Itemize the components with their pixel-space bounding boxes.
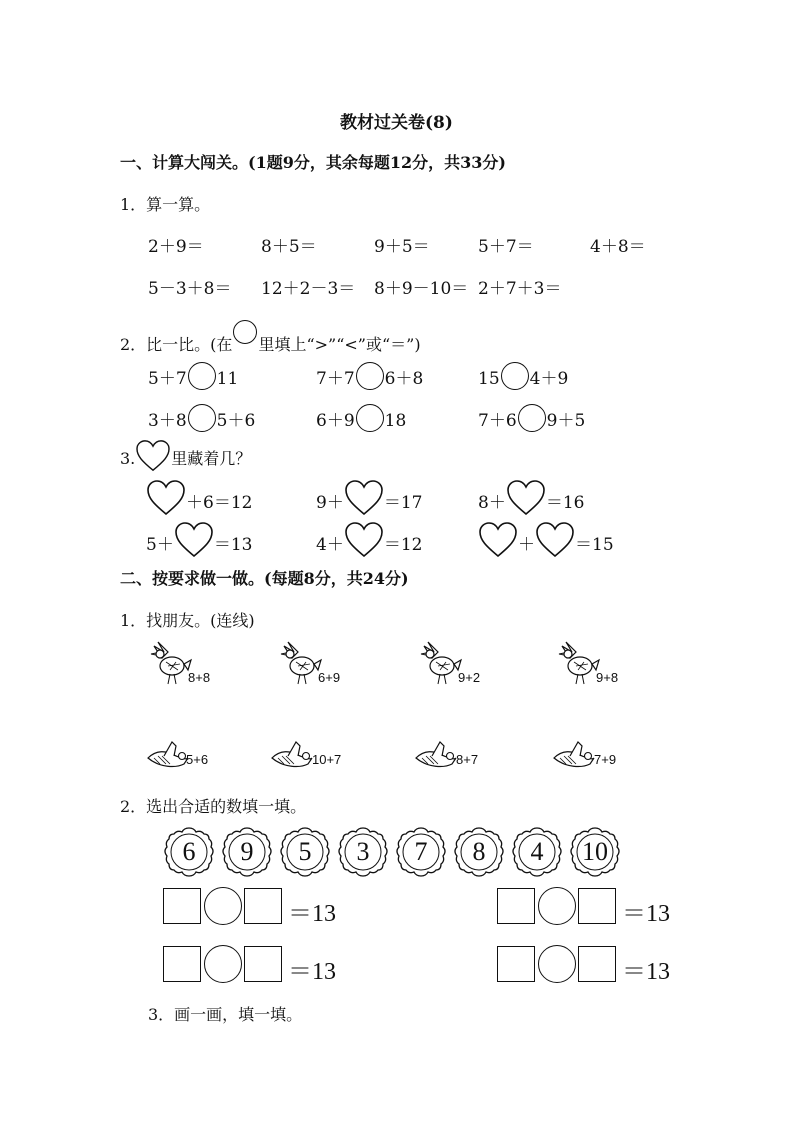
heart-equation [316,522,422,558]
heart-equation [146,480,252,516]
equation-result: ＝13 [622,901,670,927]
bird-card[interactable] [270,738,342,776]
answer-box[interactable] [163,888,201,924]
equation-rest: ＝13 [213,535,253,555]
heart-equation [146,522,252,558]
compare-item [316,362,423,390]
bird-card[interactable] [418,640,481,692]
calc-item: 8＋5＝ [261,237,317,257]
flying-bird-icon [146,738,190,772]
heart-equation [316,480,422,516]
calc-item: 4＋8＝ [590,237,646,257]
equation-rest: ＝17 [383,493,423,513]
heart-icon[interactable] [344,480,384,516]
flower-number: 7 [414,837,428,866]
compare-right: 6＋8 [384,369,424,389]
bird-label: 6+9 [318,670,341,685]
equation-rest: ＝15 [575,535,614,555]
bird-icon [148,640,192,688]
bird-card[interactable] [148,640,211,692]
answer-circle[interactable] [518,404,546,432]
equation-result: ＝13 [288,901,336,927]
bird-label: 8+7 [456,752,479,767]
bird-label: 9+8 [596,670,619,685]
answer-circle[interactable] [188,404,216,432]
compare-item [478,362,568,390]
s2-q2-label: 2．选出合适的数填一填。 [120,797,307,816]
flower-number: 5 [298,837,312,866]
number-flower[interactable] [395,826,447,878]
answer-box[interactable] [497,888,535,924]
compare-left: 7＋6 [478,411,517,431]
s2-q1-label: 1．找朋友。(连线) [120,611,255,630]
calc-item: 12＋2－3＝ [261,279,356,299]
answer-circle[interactable] [188,362,216,390]
heart-icon[interactable] [146,480,186,516]
calc-item: 5－3＋8＝ [148,279,232,299]
answer-box[interactable] [578,888,616,924]
compare-left: 6＋9 [316,411,355,431]
number-flower[interactable] [337,826,389,878]
heart-icon[interactable] [535,522,575,558]
flying-bird-icon [414,738,458,772]
flower-number: 4 [530,837,544,866]
flower-number: 9 [240,837,254,866]
answer-box[interactable] [163,946,201,982]
number-flower[interactable] [453,826,505,878]
flower-number: 6 [182,837,196,866]
q2-label [120,320,421,355]
number-flower[interactable] [569,826,621,878]
equation-start: 8＋ [478,493,506,513]
bird-icon [556,640,600,688]
bird-label: 7+9 [594,752,617,767]
number-flower[interactable] [279,826,331,878]
page-title: 教材过关卷(8) [340,113,453,133]
heart-icon[interactable] [344,522,384,558]
answer-circle[interactable] [538,887,576,925]
heart-equation [478,480,584,516]
calc-item: 2＋9＝ [148,237,204,257]
answer-circle[interactable] [356,404,384,432]
compare-left: 7＋7 [316,369,355,389]
number-flower[interactable] [163,826,215,878]
q2-label-before: 2．比一比。(在 [120,335,233,354]
q3-number: 3. [120,449,136,468]
bird-label: 10+7 [312,752,342,767]
equation-start: 5＋ [146,535,174,555]
answer-circle[interactable] [501,362,529,390]
q2-label-after: 里填上“>”“<”或“＝”) [258,335,421,354]
compare-left: 5＋7 [148,369,187,389]
heart-icon[interactable] [506,480,546,516]
bird-label: 8+8 [188,670,211,685]
q3-label [120,440,251,472]
section2-heading: 二、按要求做一做。(每题8分，共24分) [120,569,409,588]
calc-item: 2＋7＋3＝ [478,279,562,299]
answer-circle[interactable] [204,887,242,925]
answer-box[interactable] [497,946,535,982]
equation-start: 9＋ [316,493,344,513]
heart-icon[interactable] [174,522,214,558]
bird-label: 9+2 [458,670,481,685]
compare-right: 9＋5 [546,411,586,431]
bird-icon [418,640,462,688]
answer-circle[interactable] [538,945,576,983]
bird-card[interactable] [552,738,617,776]
equation-result: ＝13 [288,959,336,985]
number-flower[interactable] [511,826,563,878]
calc-item: 9＋5＝ [374,237,430,257]
flying-bird-icon [270,738,314,772]
heart-equation [478,522,614,558]
compare-left: 15 [478,369,500,389]
answer-box[interactable] [578,946,616,982]
equation-result: ＝13 [622,959,670,985]
bird-card[interactable] [556,640,619,692]
equation-rest: ＋6＝12 [186,493,253,513]
flower-number: 3 [356,837,370,866]
equation-rest: ＝12 [383,535,423,555]
compare-right: 11 [216,369,239,389]
section1-heading: 一、计算大闯关。(1题9分，其余每题12分，共33分) [120,153,506,172]
compare-item [316,404,406,432]
q1-label: 1．算一算。 [120,195,211,214]
q3-text: 里藏着几？ [171,449,252,468]
answer-circle[interactable] [204,945,242,983]
compare-item [148,404,255,432]
compare-right: 18 [384,411,407,431]
flower-number: 8 [472,837,486,866]
bird-label: 5+6 [186,752,209,767]
s2-q3-label: 3．画一画，填一填。 [148,1005,303,1024]
answer-circle[interactable] [356,362,384,390]
equation-rest: ＝16 [545,493,585,513]
equation-start: 4＋ [316,535,344,555]
equation-plus: ＋ [518,535,535,555]
compare-item [478,404,585,432]
circle-icon [233,320,257,344]
compare-right: 5＋6 [216,411,256,431]
calc-item: 8＋9－10＝ [374,279,469,299]
flower-number: 10 [582,837,608,866]
answer-box[interactable] [244,888,282,924]
number-flower[interactable] [221,826,273,878]
flying-bird-icon [552,738,596,772]
answer-box[interactable] [244,946,282,982]
heart-icon[interactable] [478,522,518,558]
compare-right: 4＋9 [529,369,569,389]
bird-card[interactable] [278,640,341,692]
bird-card[interactable] [414,738,479,776]
bird-card[interactable] [146,738,209,776]
compare-item [148,362,238,390]
heart-icon [135,440,171,472]
compare-left: 3＋8 [148,411,187,431]
calc-item: 5＋7＝ [478,237,534,257]
bird-icon [278,640,322,688]
